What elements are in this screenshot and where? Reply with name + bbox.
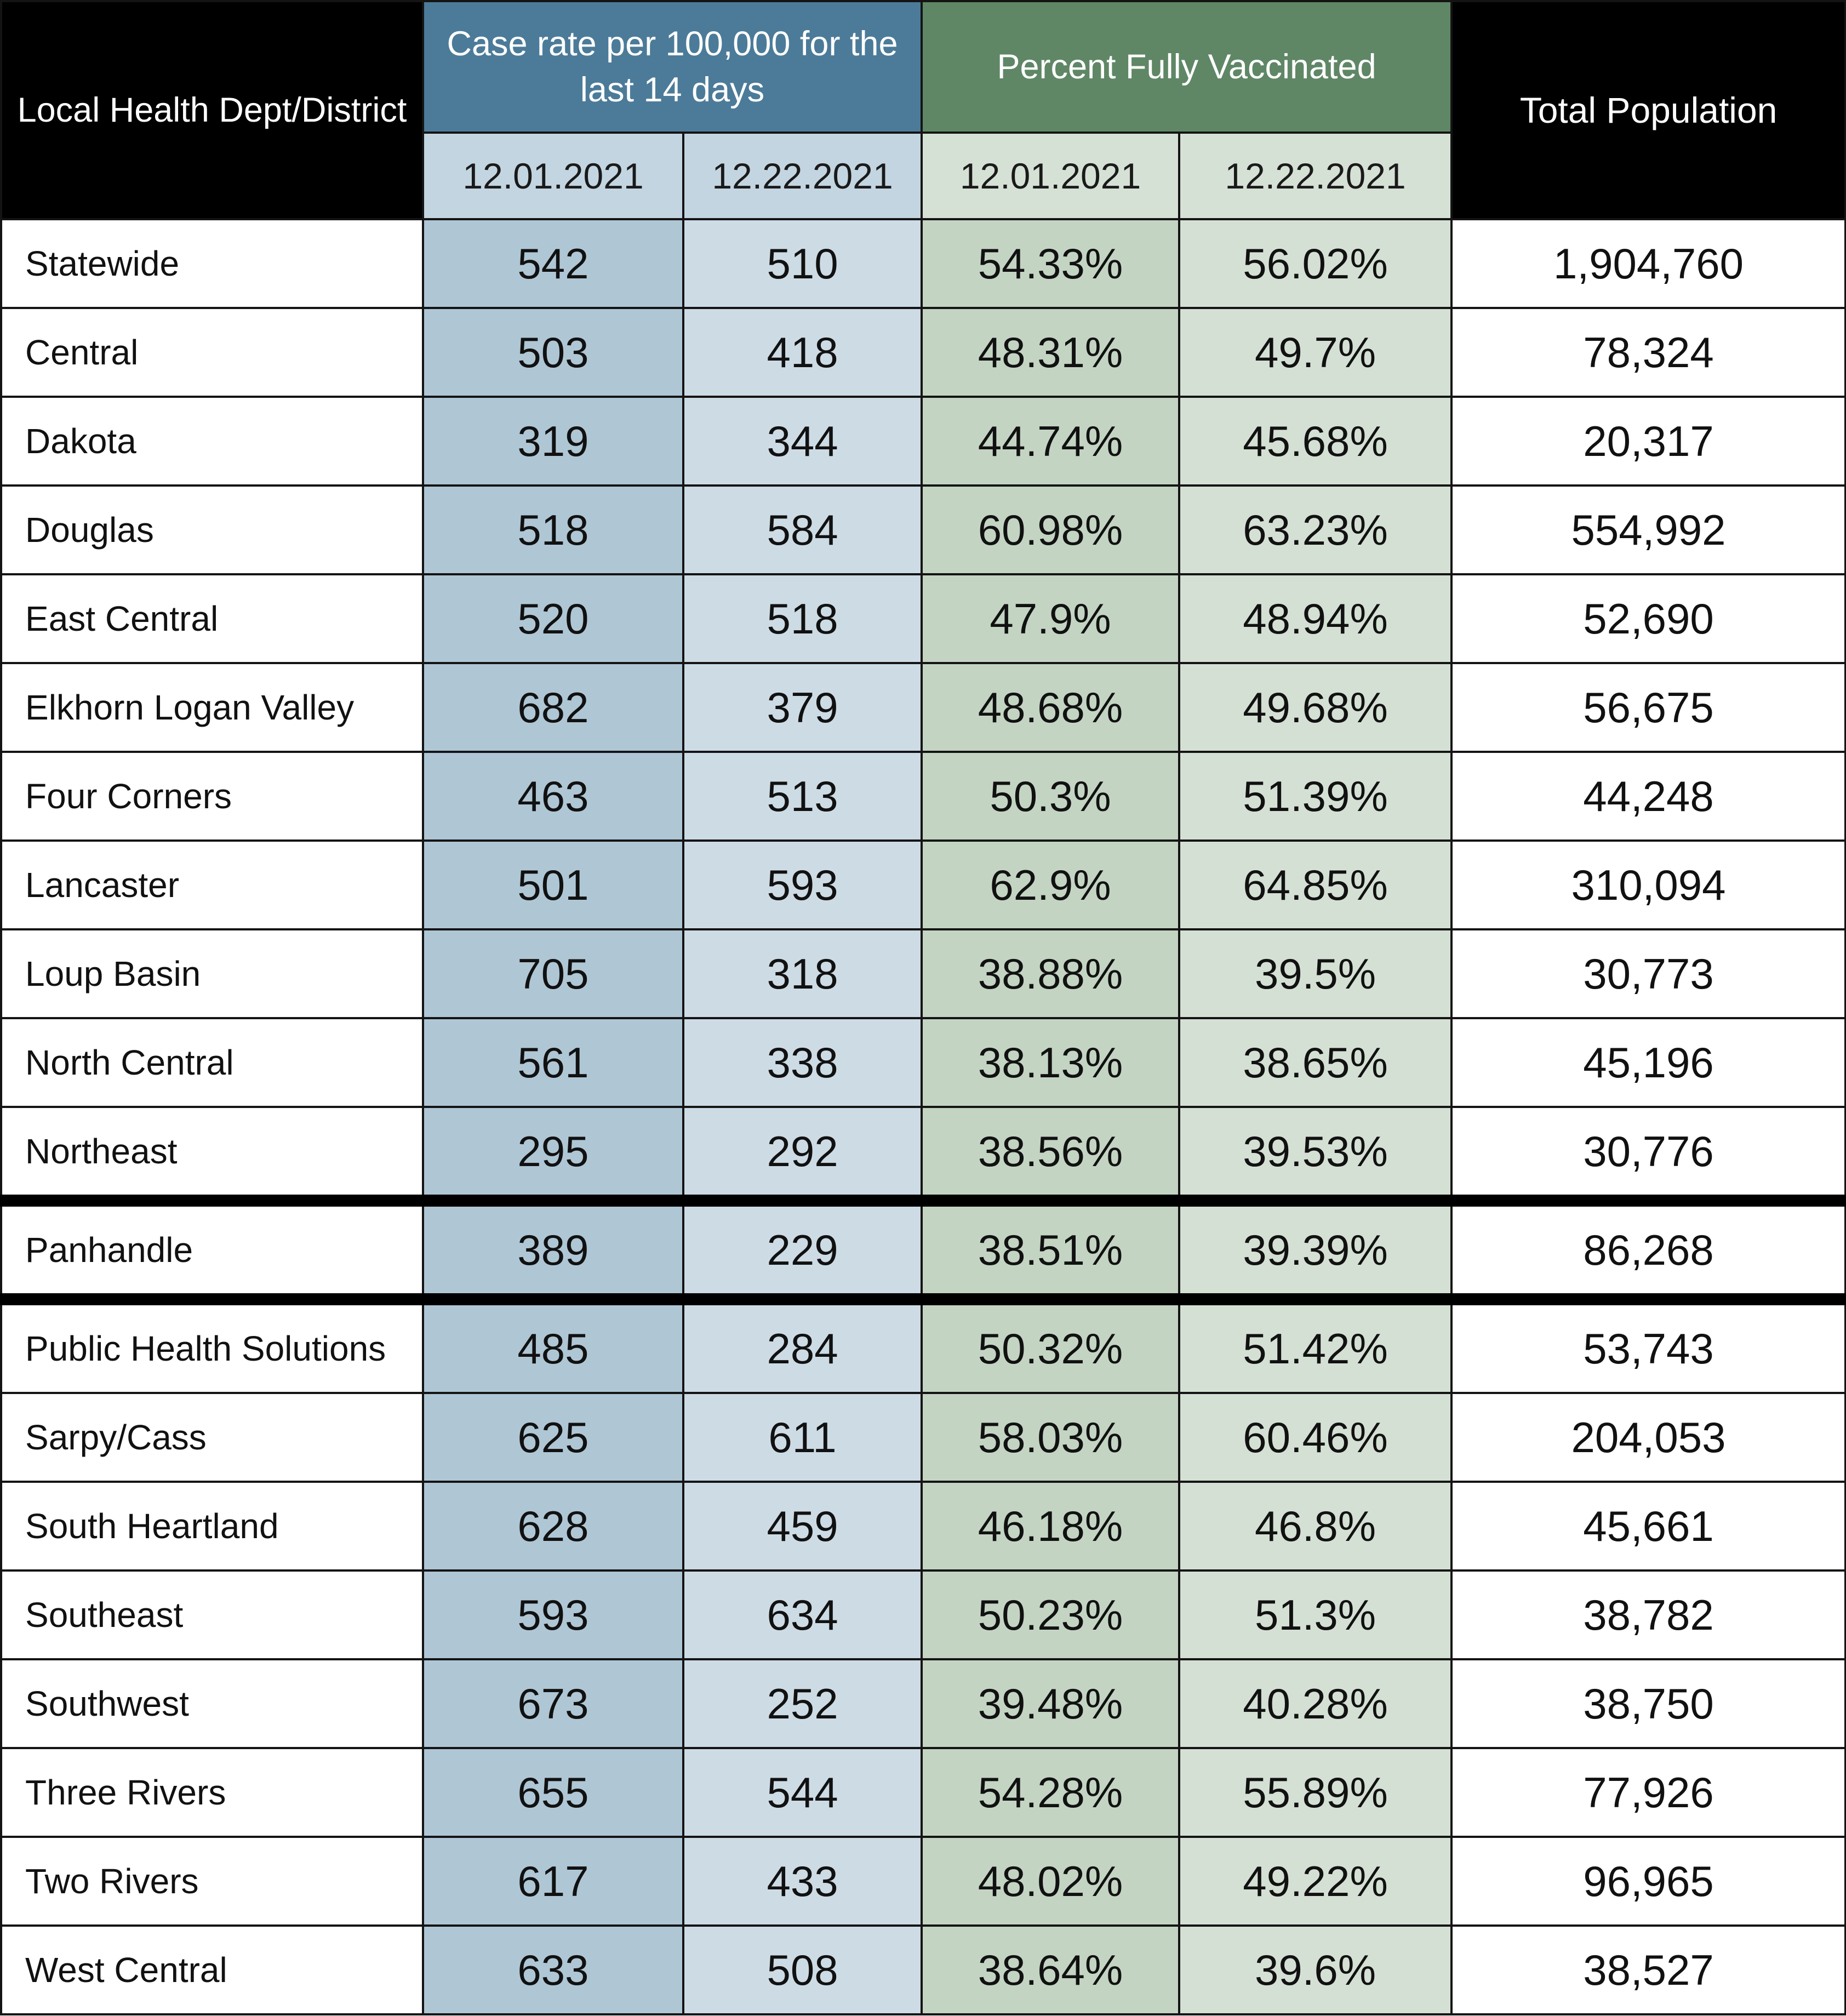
table-row (1, 1482, 1845, 1570)
vaccinated-1201-cell: 39.48% (922, 1659, 1179, 1748)
vaccinated-1201-cell: 62.9% (922, 841, 1179, 929)
population-cell: 52,690 (1451, 574, 1845, 663)
case-rate-1201-cell: 501 (423, 841, 683, 929)
vaccinated-1201-cell: 38.56% (922, 1107, 1179, 1201)
vaccinated-1222-cell: 48.94% (1179, 574, 1451, 663)
table-row (1, 1837, 1845, 1926)
table-row (1, 1107, 1845, 1201)
table-row (1, 1393, 1845, 1482)
vaccinated-1201-cell: 54.28% (922, 1748, 1179, 1837)
vaccinated-1222-cell: 51.42% (1179, 1299, 1451, 1393)
vaccinated-1222-cell: 40.28% (1179, 1659, 1451, 1748)
population-cell: 45,196 (1451, 1018, 1845, 1107)
case-rate-group-header (423, 1, 922, 133)
table-row (1, 397, 1845, 486)
district-name-cell: Sarpy/Cass (1, 1393, 423, 1482)
header-row-groups (1, 1, 1845, 133)
vaccinated-1222-cell: 39.5% (1179, 929, 1451, 1018)
vaccinated-1222-cell: 55.89% (1179, 1748, 1451, 1837)
case-rate-1222-cell: 433 (683, 1837, 922, 1926)
case-rate-1222-cell: 292 (683, 1107, 922, 1201)
table-row (1, 1570, 1845, 1659)
population-cell: 204,053 (1451, 1393, 1845, 1482)
case-rate-1222-cell: 318 (683, 929, 922, 1018)
table-row (1, 1926, 1845, 2014)
district-name-cell: Panhandle (1, 1201, 423, 1299)
case-rate-1201-cell: 485 (423, 1299, 683, 1393)
population-cell: 77,926 (1451, 1748, 1845, 1837)
case-rate-1201-cell: 518 (423, 486, 683, 574)
population-cell: 310,094 (1451, 841, 1845, 929)
vaccinated-1201-cell: 60.98% (922, 486, 1179, 574)
case-rate-1201-cell: 295 (423, 1107, 683, 1201)
case-rate-1222-cell: 634 (683, 1570, 922, 1659)
table-row (1, 1659, 1845, 1748)
vaccinated-1222-cell: 49.22% (1179, 1837, 1451, 1926)
case-rate-1222-cell: 252 (683, 1659, 922, 1748)
case-rate-1222-cell: 513 (683, 752, 922, 841)
table-row (1, 219, 1845, 308)
vaccinated-1222-cell: 45.68% (1179, 397, 1451, 486)
case-rate-1201-cell: 542 (423, 219, 683, 308)
vaccinated-1201-cell: 48.02% (922, 1837, 1179, 1926)
vaccinated-1222-cell: 63.23% (1179, 486, 1451, 574)
table-row (1, 574, 1845, 663)
vaccinated-1201-cell: 58.03% (922, 1393, 1179, 1482)
district-name-cell: South Heartland (1, 1482, 423, 1570)
table-row (1, 663, 1845, 752)
vaccinated-1201-cell: 50.3% (922, 752, 1179, 841)
population-cell: 56,675 (1451, 663, 1845, 752)
case-rate-1201-cell: 503 (423, 308, 683, 397)
district-name-cell: Three Rivers (1, 1748, 423, 1837)
case-rate-1201-cell: 520 (423, 574, 683, 663)
table-row (1, 929, 1845, 1018)
case-rate-1222-cell: 508 (683, 1926, 922, 2014)
district-name-cell: Two Rivers (1, 1837, 423, 1926)
case-rate-1201-cell: 705 (423, 929, 683, 1018)
district-name-cell: Central (1, 308, 423, 397)
vaccinated-1222-cell: 38.65% (1179, 1018, 1451, 1107)
population-cell: 45,661 (1451, 1482, 1845, 1570)
vaccinated-1201-cell: 38.64% (922, 1926, 1179, 2014)
case-rate-1201-cell: 463 (423, 752, 683, 841)
population-column-header-label: Total Population (1519, 90, 1778, 130)
population-cell: 20,317 (1451, 397, 1845, 486)
district-name-cell: North Central (1, 1018, 423, 1107)
vaccinated-1222-cell: 60.46% (1179, 1393, 1451, 1482)
vaccinated-1222-cell: 64.85% (1179, 841, 1451, 929)
vaccinated-1201-cell: 38.13% (922, 1018, 1179, 1107)
population-cell: 78,324 (1451, 308, 1845, 397)
case-rate-1201-cell: 628 (423, 1482, 683, 1570)
district-name-cell: Elkhorn Logan Valley (1, 663, 423, 752)
case-rate-1222-cell: 418 (683, 308, 922, 397)
vaccinated-1222-cell: 39.6% (1179, 1926, 1451, 2014)
case-rate-1222-cell: 379 (683, 663, 922, 752)
vaccinated-1201-cell: 50.23% (922, 1570, 1179, 1659)
table-row (1, 752, 1845, 841)
district-name-cell: Douglas (1, 486, 423, 574)
table-row (1, 1201, 1845, 1299)
vaccinated-1222-cell: 51.3% (1179, 1570, 1451, 1659)
case-rate-1201-cell: 319 (423, 397, 683, 486)
district-name-cell: Loup Basin (1, 929, 423, 1018)
case-rate-1201-cell: 617 (423, 1837, 683, 1926)
vaccinated-1222-cell: 51.39% (1179, 752, 1451, 841)
vaccinated-1201-cell: 38.88% (922, 929, 1179, 1018)
district-name-cell: West Central (1, 1926, 423, 2014)
vaccinated-1222-cell: 49.68% (1179, 663, 1451, 752)
case-rate-date-header-2: 12.22.2021 (683, 133, 922, 219)
table-row (1, 1018, 1845, 1107)
case-rate-1201-cell: 655 (423, 1748, 683, 1837)
vaccinated-date-header-2: 12.22.2021 (1179, 133, 1451, 219)
district-name-cell: Southeast (1, 1570, 423, 1659)
vaccinated-group-header (922, 1, 1451, 133)
vaccinated-1201-cell: 47.9% (922, 574, 1179, 663)
district-column-header-label: Local Health Dept/District (17, 91, 407, 129)
district-name-cell: Southwest (1, 1659, 423, 1748)
case-rate-1201-cell: 633 (423, 1926, 683, 2014)
district-name-cell: Public Health Solutions (1, 1299, 423, 1393)
district-name-cell: Lancaster (1, 841, 423, 929)
case-rate-1201-cell: 625 (423, 1393, 683, 1482)
population-column-header (1451, 1, 1845, 219)
case-rate-1222-cell: 284 (683, 1299, 922, 1393)
case-rate-1222-cell: 544 (683, 1748, 922, 1837)
population-cell: 38,750 (1451, 1659, 1845, 1748)
vaccinated-1222-cell: 56.02% (1179, 219, 1451, 308)
table-row (1, 1299, 1845, 1393)
district-name-cell: East Central (1, 574, 423, 663)
vaccinated-1201-cell: 54.33% (922, 219, 1179, 308)
case-rate-1222-cell: 229 (683, 1201, 922, 1299)
population-cell: 30,773 (1451, 929, 1845, 1018)
population-cell: 53,743 (1451, 1299, 1845, 1393)
case-rate-1222-cell: 611 (683, 1393, 922, 1482)
case-rate-1201-cell: 593 (423, 1570, 683, 1659)
case-rate-1201-cell: 389 (423, 1201, 683, 1299)
vaccinated-1222-cell: 39.39% (1179, 1201, 1451, 1299)
vaccinated-date-header-1: 12.01.2021 (922, 133, 1179, 219)
population-cell: 38,782 (1451, 1570, 1845, 1659)
vaccinated-group-header-label: Percent Fully Vaccinated (997, 48, 1376, 86)
case-rate-1222-cell: 593 (683, 841, 922, 929)
district-name-cell: Northeast (1, 1107, 423, 1201)
table-row (1, 486, 1845, 574)
population-cell: 38,527 (1451, 1926, 1845, 2014)
district-name-cell: Four Corners (1, 752, 423, 841)
population-cell: 86,268 (1451, 1201, 1845, 1299)
table-body (1, 219, 1845, 2014)
case-rate-1222-cell: 459 (683, 1482, 922, 1570)
vaccinated-1201-cell: 38.51% (922, 1201, 1179, 1299)
case-rate-group-header-label: Case rate per 100,000 for the last 14 days (447, 25, 898, 109)
vaccinated-1222-cell: 49.7% (1179, 308, 1451, 397)
table-row (1, 841, 1845, 929)
case-rate-1222-cell: 518 (683, 574, 922, 663)
population-cell: 554,992 (1451, 486, 1845, 574)
vaccinated-1222-cell: 39.53% (1179, 1107, 1451, 1201)
population-cell: 96,965 (1451, 1837, 1845, 1926)
case-rate-1222-cell: 344 (683, 397, 922, 486)
vaccinated-1222-cell: 46.8% (1179, 1482, 1451, 1570)
case-rate-1222-cell: 338 (683, 1018, 922, 1107)
case-rate-1201-cell: 561 (423, 1018, 683, 1107)
case-rate-1201-cell: 682 (423, 663, 683, 752)
vaccinated-1201-cell: 44.74% (922, 397, 1179, 486)
case-rate-1222-cell: 510 (683, 219, 922, 308)
district-name-cell: Statewide (1, 219, 423, 308)
population-cell: 1,904,760 (1451, 219, 1845, 308)
vaccinated-1201-cell: 48.68% (922, 663, 1179, 752)
district-name-cell: Dakota (1, 397, 423, 486)
case-rate-1222-cell: 584 (683, 486, 922, 574)
population-cell: 44,248 (1451, 752, 1845, 841)
population-cell: 30,776 (1451, 1107, 1845, 1201)
vaccinated-1201-cell: 46.18% (922, 1482, 1179, 1570)
table-row (1, 308, 1845, 397)
vaccinated-1201-cell: 50.32% (922, 1299, 1179, 1393)
case-rate-date-header-1: 12.01.2021 (423, 133, 683, 219)
vaccinated-1201-cell: 48.31% (922, 308, 1179, 397)
table-row (1, 1748, 1845, 1837)
case-rate-1201-cell: 673 (423, 1659, 683, 1748)
district-column-header (1, 1, 423, 219)
